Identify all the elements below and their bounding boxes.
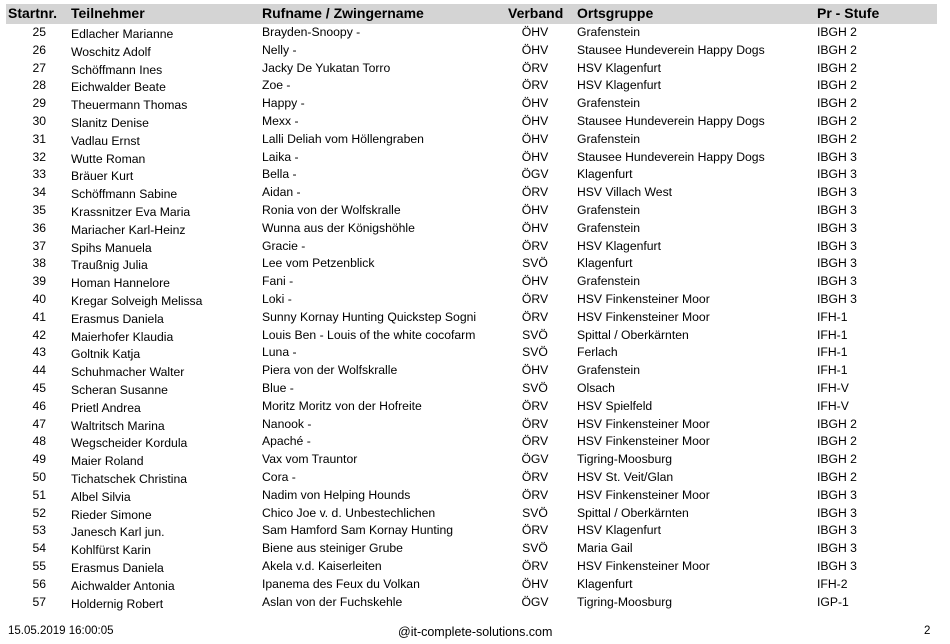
table-row	[0, 219, 950, 237]
local-group: Maria Gail	[577, 541, 633, 556]
participant-name: Aichwalder Antonia	[71, 578, 175, 593]
local-group: Stausee Hundeverein Happy Dogs	[577, 113, 765, 128]
association: ÖGV	[521, 594, 549, 609]
local-group: HSV Villach West	[577, 185, 673, 200]
participant-name: Scheran Susanne	[71, 382, 168, 397]
local-group: HSV St. Veit/Glan	[577, 469, 674, 484]
table-row	[0, 237, 950, 255]
table-row	[0, 76, 950, 94]
association: ÖRV	[521, 523, 549, 538]
association: ÖHV	[521, 363, 549, 378]
exam-level: IBGH 3	[817, 149, 857, 164]
header-stufe: Pr - Stufe	[817, 5, 880, 21]
table-row	[0, 130, 950, 148]
start-number: 40	[32, 291, 46, 306]
exam-level: IBGH 2	[817, 42, 857, 57]
start-number: 51	[32, 487, 46, 502]
exam-level: IBGH 2	[817, 78, 857, 93]
participant-name: Wegscheider Kordula	[71, 436, 188, 451]
exam-level: IBGH 2	[817, 25, 857, 39]
local-group: Grafenstein	[577, 131, 641, 146]
local-group: HSV Klagenfurt	[577, 523, 662, 538]
start-number: 36	[32, 220, 46, 235]
exam-level: IBGH 3	[817, 523, 857, 538]
participant-name: Janesch Karl jun.	[71, 525, 165, 540]
start-number: 47	[32, 416, 46, 431]
participant-name: Bräuer Kurt	[71, 169, 134, 184]
exam-level: IFH-1	[817, 363, 848, 378]
association: ÖHV	[521, 131, 549, 146]
exam-level: IBGH 3	[817, 541, 857, 556]
table-row	[0, 201, 950, 219]
association: SVÖ	[522, 541, 548, 556]
table-row	[0, 450, 950, 468]
local-group: Grafenstein	[577, 202, 641, 217]
start-number: 28	[32, 78, 46, 93]
exam-level: IBGH 3	[817, 185, 857, 200]
dog-name: Louis Ben - Louis of the white cocofarm	[262, 327, 476, 342]
participant-name: Prietl Andrea	[71, 400, 141, 415]
dog-name: Biene aus steiniger Grube	[262, 541, 403, 556]
local-group: HSV Klagenfurt	[577, 60, 662, 75]
dog-name: Moritz Moritz von der Hofreite	[262, 398, 422, 413]
association: ÖHV	[521, 576, 549, 591]
dog-name: Apaché -	[262, 434, 311, 449]
association: ÖRV	[521, 185, 549, 200]
table-row	[0, 504, 950, 522]
participant-name: Traußnig Julia	[71, 258, 148, 273]
header-startnr: Startnr.	[8, 5, 58, 21]
start-number: 45	[32, 380, 46, 395]
participant-name: Erasmus Daniela	[71, 311, 164, 326]
dog-name: Ronia von der Wolfskralle	[262, 202, 401, 217]
local-group: HSV Finkensteiner Moor	[577, 309, 710, 324]
dog-name: Nadim von Helping Hounds	[262, 487, 411, 502]
exam-level: IBGH 3	[817, 487, 857, 502]
table-row	[0, 23, 950, 41]
association: SVÖ	[522, 505, 548, 520]
dog-name: Fani -	[262, 274, 294, 289]
exam-level: IBGH 3	[817, 220, 857, 235]
local-group: Stausee Hundeverein Happy Dogs	[577, 42, 765, 57]
dog-name: Bella -	[262, 167, 297, 182]
local-group: HSV Finkensteiner Moor	[577, 291, 710, 306]
association: ÖHV	[521, 274, 549, 289]
association: ÖRV	[521, 487, 549, 502]
start-number: 48	[32, 434, 46, 449]
table-row	[0, 290, 950, 308]
dog-name: Cora -	[262, 469, 296, 484]
association: ÖHV	[521, 113, 549, 128]
table-row	[0, 593, 950, 611]
local-group: Olsach	[577, 380, 615, 395]
local-group: Tigring-Moosburg	[577, 594, 673, 609]
association: ÖHV	[521, 220, 549, 235]
local-group: HSV Spielfeld	[577, 398, 653, 413]
local-group: Spittal / Oberkärnten	[577, 327, 689, 342]
table-row	[0, 379, 950, 397]
participant-name: Maierhofer Klaudia	[71, 329, 174, 344]
participant-name: Schöffmann Ines	[71, 62, 163, 77]
association: ÖGV	[521, 167, 549, 182]
exam-level: IFH-1	[817, 327, 848, 342]
start-number: 57	[32, 594, 46, 609]
participant-name: Krassnitzer Eva Maria	[71, 204, 191, 219]
participant-name: Tichatschek Christina	[71, 471, 188, 486]
local-group: Klagenfurt	[577, 256, 633, 271]
participant-name: Vadlau Ernst	[71, 133, 140, 148]
association: ÖRV	[521, 60, 549, 75]
exam-level: IBGH 2	[817, 416, 857, 431]
exam-level: IFH-V	[817, 380, 849, 395]
dog-name: Aslan von der Fuchskehle	[262, 594, 403, 609]
table-row	[0, 326, 950, 344]
participant-name: Woschitz Adolf	[71, 44, 151, 59]
local-group: Grafenstein	[577, 363, 641, 378]
association: ÖHV	[521, 149, 549, 164]
participant-name: Mariacher Karl-Heinz	[71, 222, 186, 237]
participant-name: Albel Silvia	[71, 489, 131, 504]
dog-name: Brayden-Snoopy -	[262, 25, 361, 39]
table-row	[0, 308, 950, 326]
dog-name: Happy -	[262, 96, 305, 111]
dog-name: Mexx -	[262, 113, 299, 128]
table-row	[0, 343, 950, 361]
start-number: 37	[32, 238, 46, 253]
start-number: 50	[32, 469, 46, 484]
local-group: Stausee Hundeverein Happy Dogs	[577, 149, 765, 164]
start-number: 32	[32, 149, 46, 164]
local-group: Grafenstein	[577, 25, 641, 39]
table-row	[0, 521, 950, 539]
page-number: 2	[924, 625, 931, 637]
association: ÖRV	[521, 434, 549, 449]
start-number: 25	[32, 25, 46, 39]
start-number: 52	[32, 505, 46, 520]
local-group: Grafenstein	[577, 274, 641, 289]
participant-name: Waltritsch Marina	[71, 418, 165, 433]
dog-name: Gracie -	[262, 238, 306, 253]
local-group: Ferlach	[577, 345, 618, 360]
dog-name: Zoe -	[262, 78, 291, 93]
participant-name: Theuermann Thomas	[71, 98, 188, 113]
dog-name: Lalli Deliah vom Höllengraben	[262, 131, 424, 146]
local-group: HSV Finkensteiner Moor	[577, 487, 710, 502]
exam-level: IBGH 2	[817, 96, 857, 111]
association: ÖRV	[521, 398, 549, 413]
start-number: 56	[32, 576, 46, 591]
dog-name: Nanook -	[262, 416, 312, 431]
table-row	[0, 112, 950, 130]
dog-name: Piera von der Wolfskralle	[262, 363, 398, 378]
dog-name: Blue -	[262, 380, 294, 395]
header-verband: Verband	[508, 5, 564, 21]
dog-name: Luna -	[262, 345, 297, 360]
exam-level: IBGH 3	[817, 167, 857, 182]
exam-level: IBGH 3	[817, 558, 857, 573]
dog-name: Sunny Kornay Hunting Quickstep Sogni	[262, 309, 477, 324]
association: SVÖ	[522, 256, 548, 271]
exam-level: IBGH 2	[817, 131, 857, 146]
exam-level: IBGH 2	[817, 469, 857, 484]
exam-level: IBGH 2	[817, 60, 857, 75]
dog-name: Sam Hamford Sam Kornay Hunting	[262, 523, 454, 538]
table-row	[0, 575, 950, 593]
table-header	[6, 4, 937, 24]
start-number: 26	[32, 42, 46, 57]
table-row	[0, 557, 950, 575]
association: ÖRV	[521, 558, 549, 573]
header-ortsgruppe: Ortsgruppe	[577, 5, 654, 21]
dog-name: Chico Joe v. d. Unbestechlichen	[262, 505, 436, 520]
association: ÖRV	[521, 416, 549, 431]
dog-name: Aidan -	[262, 185, 301, 200]
local-group: Grafenstein	[577, 220, 641, 235]
exam-level: IBGH 3	[817, 202, 857, 217]
participant-name: Rieder Simone	[71, 507, 152, 522]
table-row	[0, 361, 950, 379]
start-number: 43	[32, 345, 46, 360]
start-number: 30	[32, 113, 46, 128]
association: ÖGV	[521, 452, 549, 467]
exam-level: IBGH 3	[817, 274, 857, 289]
participant-name: Eichwalder Beate	[71, 80, 166, 95]
local-group: Spittal / Oberkärnten	[577, 505, 689, 520]
footer-datetime: 15.05.2019 16:00:05	[8, 625, 114, 637]
exam-level: IFH-1	[817, 345, 848, 360]
dog-name: Jacky De Yukatan Torro	[262, 60, 391, 75]
participant-name: Kregar Solveigh Melissa	[71, 293, 203, 308]
exam-level: IBGH 3	[817, 505, 857, 520]
exam-level: IFH-1	[817, 309, 848, 324]
local-group: Klagenfurt	[577, 576, 633, 591]
header-teilnehmer: Teilnehmer	[71, 5, 145, 21]
page-footer	[0, 625, 950, 641]
exam-level: IFH-V	[817, 398, 849, 413]
table-row	[0, 165, 950, 183]
dog-name: Lee vom Petzenblick	[262, 256, 375, 271]
exam-level: IBGH 2	[817, 434, 857, 449]
association: ÖRV	[521, 291, 549, 306]
table-row	[0, 254, 950, 272]
association: ÖRV	[521, 309, 549, 324]
table-row	[0, 59, 950, 77]
participant-name: Spihs Manuela	[71, 240, 152, 255]
table-row	[0, 397, 950, 415]
start-number: 29	[32, 96, 46, 111]
dog-name: Nelly -	[262, 42, 297, 57]
dog-name: Laika -	[262, 149, 299, 164]
exam-level: IBGH 3	[817, 256, 857, 271]
local-group: HSV Finkensteiner Moor	[577, 434, 710, 449]
local-group: HSV Finkensteiner Moor	[577, 416, 710, 431]
exam-level: IFH-2	[817, 576, 848, 591]
local-group: HSV Klagenfurt	[577, 78, 662, 93]
association: SVÖ	[522, 380, 548, 395]
participant-name: Kohlfürst Karin	[71, 543, 151, 558]
participant-name: Slanitz Denise	[71, 115, 149, 130]
start-number: 34	[32, 185, 46, 200]
dog-name: Loki -	[262, 291, 292, 306]
participant-name: Homan Hannelore	[71, 276, 170, 291]
participant-name: Schuhmacher Walter	[71, 365, 185, 380]
table-row	[0, 432, 950, 450]
local-group: Klagenfurt	[577, 167, 633, 182]
exam-level: IBGH 3	[817, 291, 857, 306]
association: ÖRV	[521, 238, 549, 253]
start-number: 33	[32, 167, 46, 182]
header-rufname: Rufname / Zwingername	[262, 5, 424, 21]
dog-name: Akela v.d. Kaiserleiten	[262, 558, 382, 573]
local-group: Grafenstein	[577, 96, 641, 111]
start-number: 54	[32, 541, 46, 556]
participant-list	[0, 23, 950, 610]
association: SVÖ	[522, 345, 548, 360]
table-row	[0, 539, 950, 557]
local-group: Tigring-Moosburg	[577, 452, 673, 467]
participant-name: Maier Roland	[71, 454, 144, 469]
dog-name: Vax vom Trauntor	[262, 452, 358, 467]
local-group: HSV Finkensteiner Moor	[577, 558, 710, 573]
exam-level: IGP-1	[817, 594, 849, 609]
start-number: 41	[32, 309, 46, 324]
association: ÖRV	[521, 469, 549, 484]
table-row	[0, 41, 950, 59]
start-number: 31	[32, 131, 46, 146]
association: SVÖ	[522, 327, 548, 342]
association: ÖHV	[521, 96, 549, 111]
table-row	[0, 148, 950, 166]
start-number: 42	[32, 327, 46, 342]
participant-name: Wutte Roman	[71, 151, 146, 166]
dog-name: Wunna aus der Königshöhle	[262, 220, 415, 235]
table-row	[0, 415, 950, 433]
table-row	[0, 94, 950, 112]
association: ÖHV	[521, 42, 549, 57]
start-number: 44	[32, 363, 46, 378]
association: ÖHV	[521, 25, 549, 39]
start-number: 35	[32, 202, 46, 217]
association: ÖRV	[521, 78, 549, 93]
start-number: 49	[32, 452, 46, 467]
participant-name: Holdernig Robert	[71, 596, 164, 611]
footer-site: @it-complete-solutions.com	[398, 625, 553, 639]
start-number: 46	[32, 398, 46, 413]
participant-name: Schöffmann Sabine	[71, 187, 178, 202]
table-row	[0, 468, 950, 486]
participant-name: Edlacher Marianne	[71, 27, 174, 41]
association: ÖHV	[521, 202, 549, 217]
participant-name: Goltnik Katja	[71, 347, 141, 362]
start-number: 53	[32, 523, 46, 538]
table-row	[0, 183, 950, 201]
table-row	[0, 486, 950, 504]
start-number: 27	[32, 60, 46, 75]
dog-name: Ipanema des Feux du Volkan	[262, 576, 420, 591]
start-number: 39	[32, 274, 46, 289]
participant-name: Erasmus Daniela	[71, 560, 164, 575]
exam-level: IBGH 3	[817, 238, 857, 253]
local-group: HSV Klagenfurt	[577, 238, 662, 253]
start-number: 38	[32, 256, 46, 271]
table-row	[0, 272, 950, 290]
exam-level: IBGH 2	[817, 452, 857, 467]
start-number: 55	[32, 558, 46, 573]
exam-level: IBGH 2	[817, 113, 857, 128]
